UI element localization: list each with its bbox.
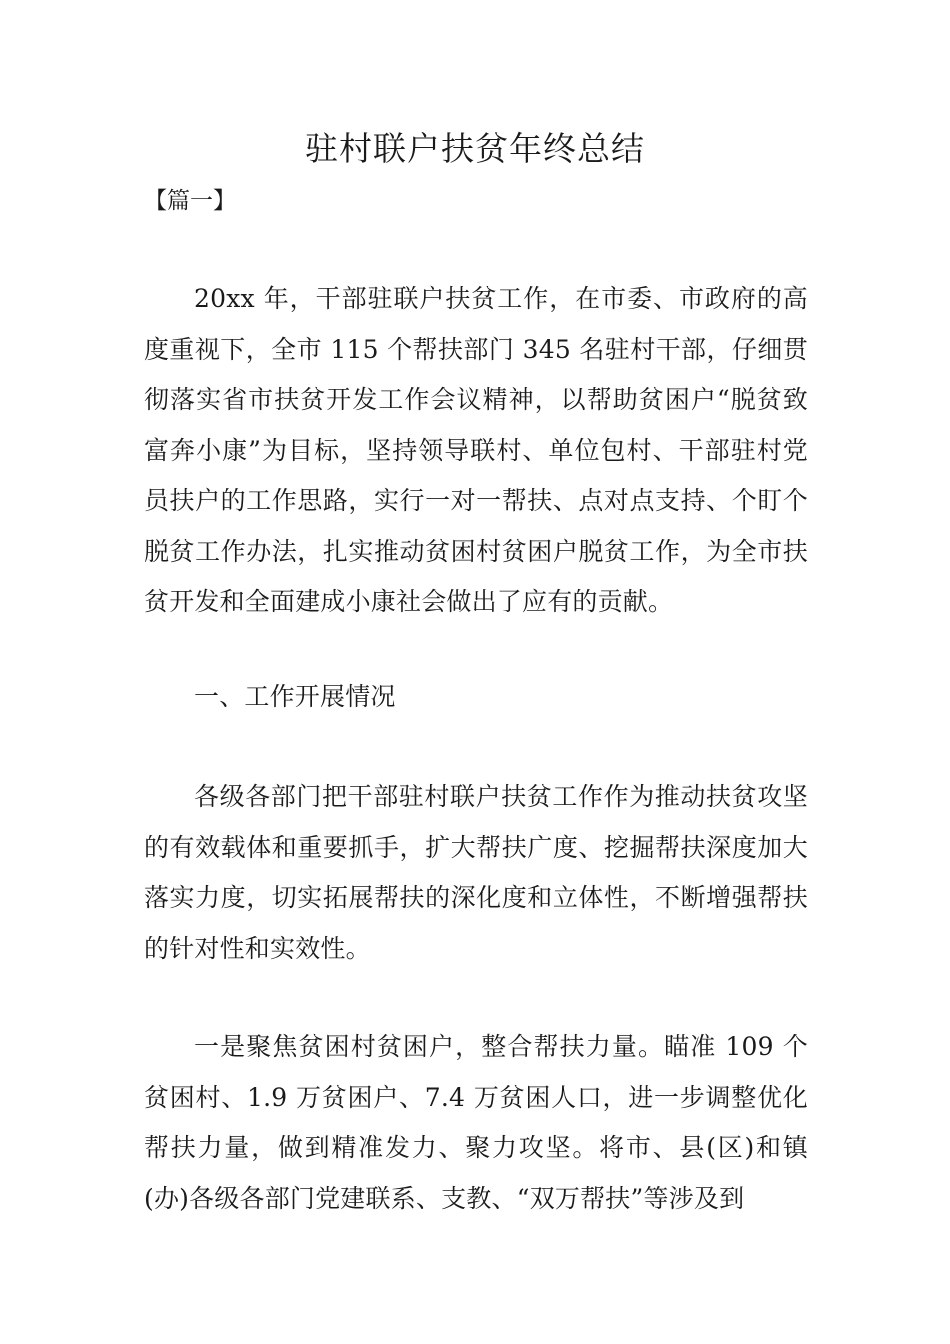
document-title: 驻村联户扶贫年终总结 — [305, 129, 645, 168]
section-heading: 一、工作开展情况 — [194, 682, 396, 711]
paragraph-overview: 各级各部门把干部驻村联户扶贫工作作为推动扶贫攻坚的有效载体和重要抓手，扩大帮扶广度、挖掘帮扶深度加大落实力度，切实拓展帮扶的深化度和立体性，不断增强帮扶的针对性和实效性。 — [144, 782, 808, 963]
paragraph-first-point: 一是聚焦贫困村贫困户，整合帮扶力量。瞄准 109 个贫困村、1.9 万贫困户、7.4 万贫困人口，进一步调整优化帮扶力量，做到精准发力、聚力攻坚。将市、县(区)和镇(办)各级各部门党建联系、支教、“双万帮扶”等涉及到 — [144, 1032, 808, 1213]
part-label: 【篇一】 — [144, 188, 236, 214]
paragraph-intro: 20xx 年，干部驻联户扶贫工作，在市委、市政府的高度重视下，全市 115 个帮扶部门 345 名驻村干部，仔细贯彻落实省市扶贫开发工作会议精神，以帮助贫困户“脱贫致富奔小康”为目标，坚持领导联村、单位包村、干部驻村党员扶户的工作思路，实行一对一帮扶、点对点支持、个盯个脱贫工作办法，扎实推动贫困村贫困户脱贫工作，为全市扶贫开发和全面建成小康社会做出了应有的贡献。 — [144, 284, 808, 616]
